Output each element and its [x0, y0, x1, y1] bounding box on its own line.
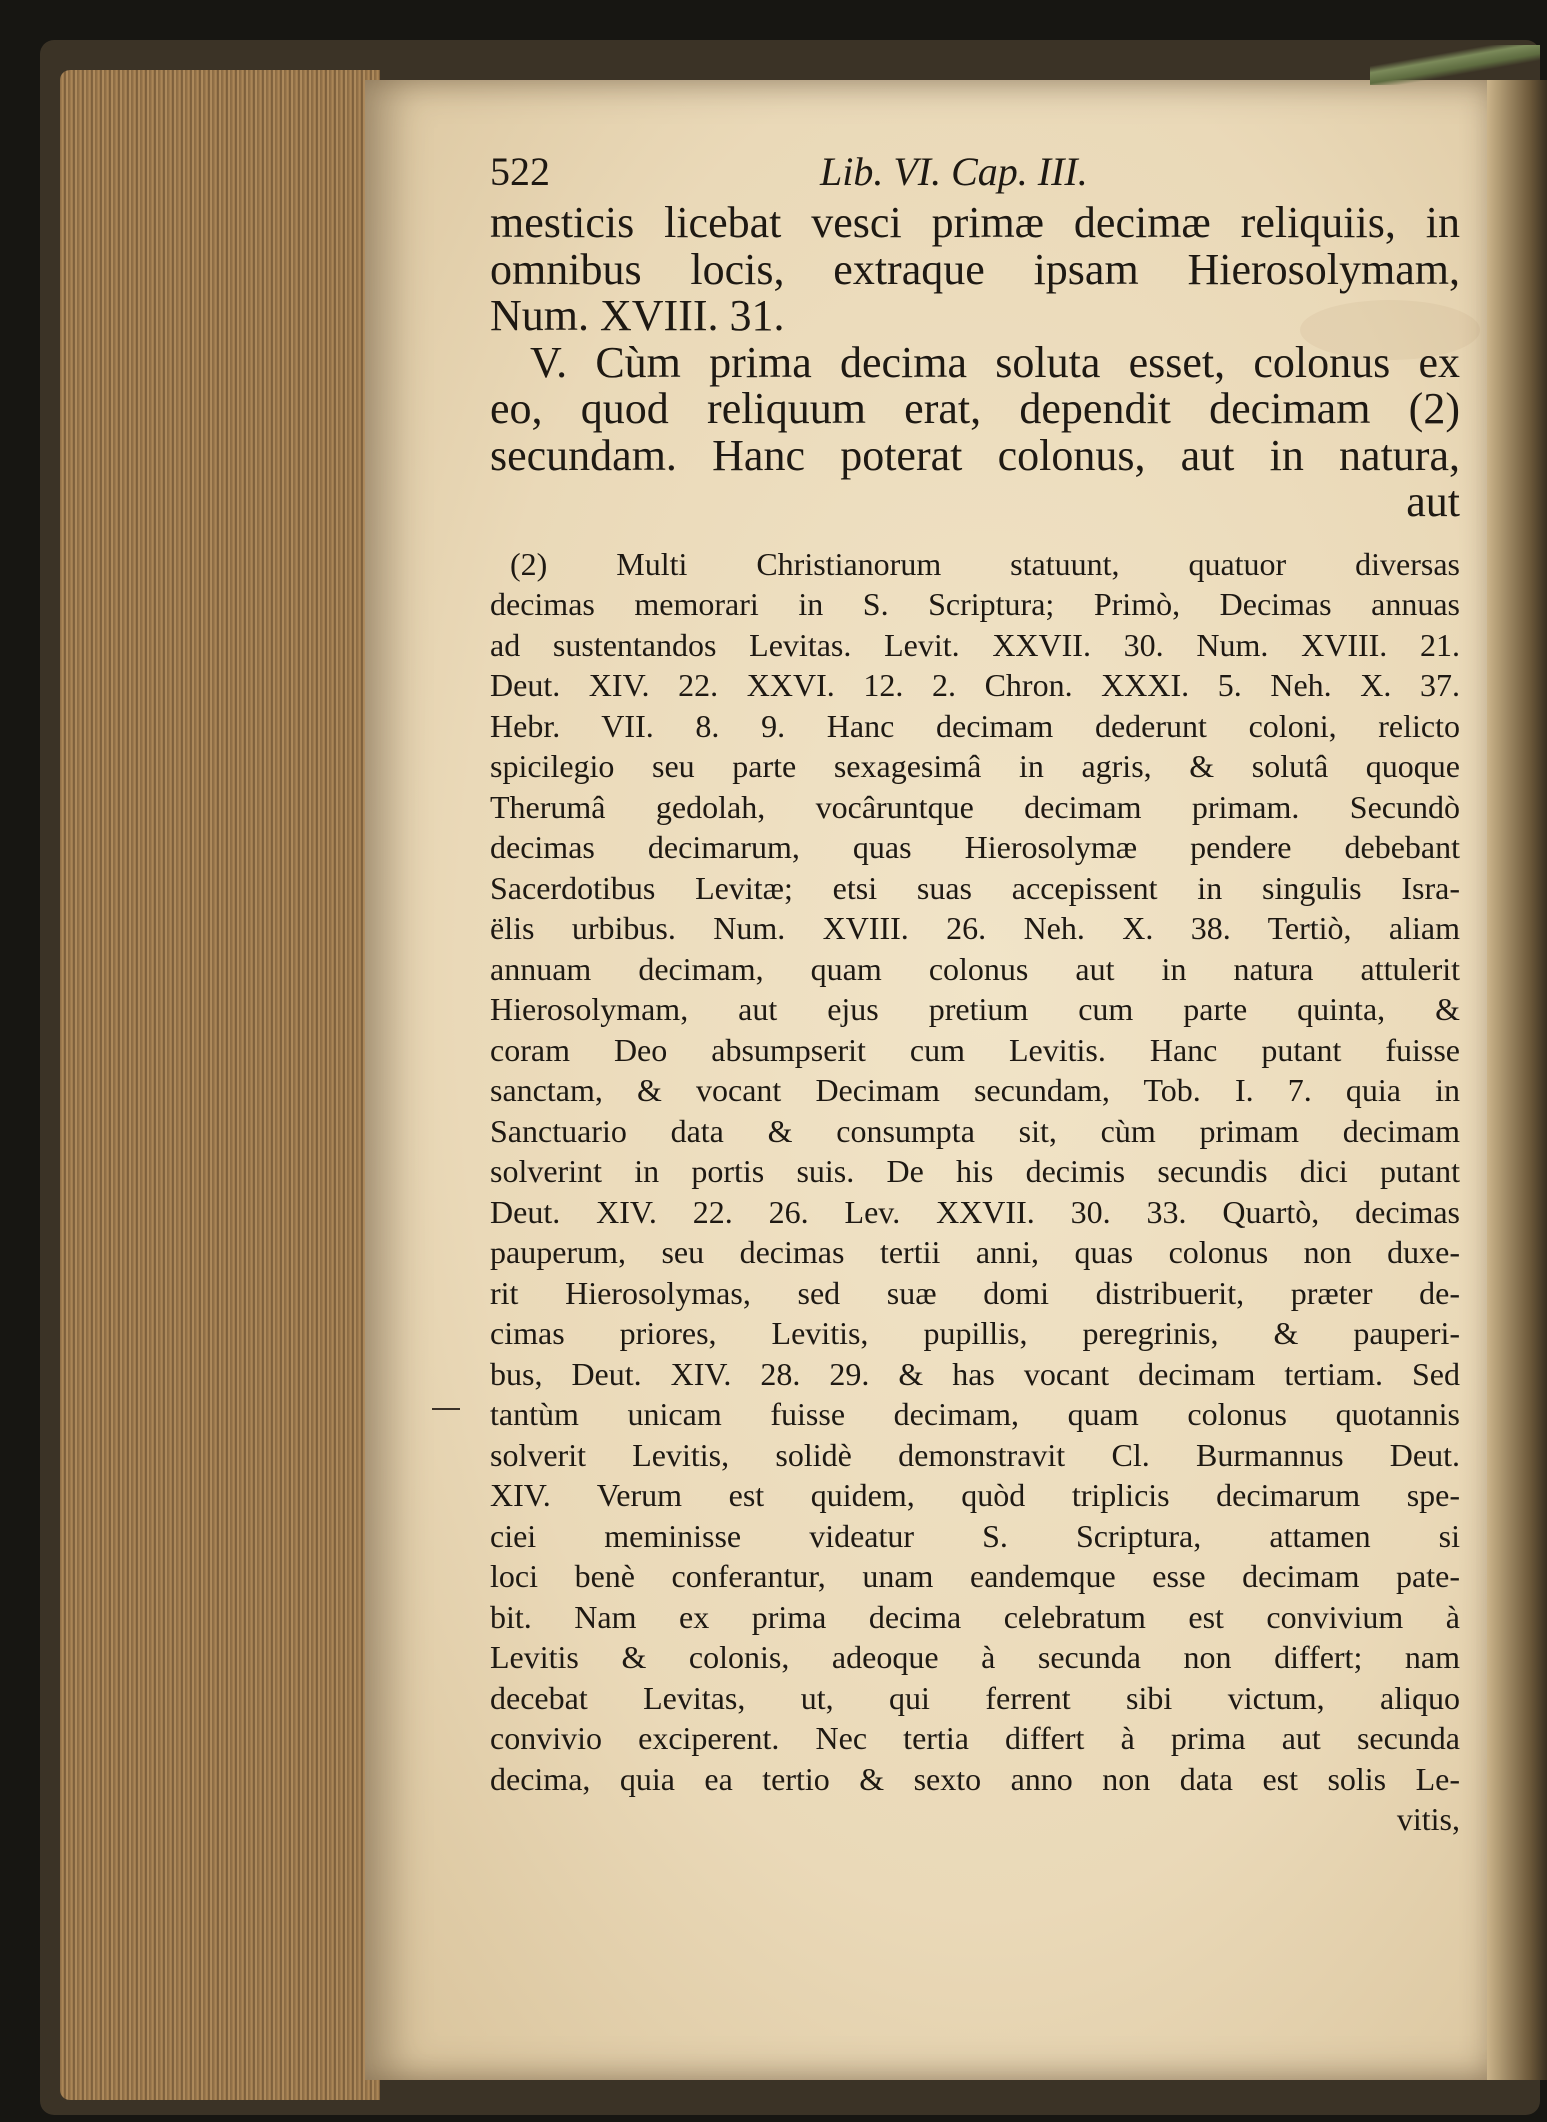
text-line: omnibus locis, extraque ipsam Hierosolymam,	[490, 244, 1460, 294]
footnote-line: Sanctuario data & consumpta sit, cùm primam decimam	[490, 1112, 1460, 1149]
footnote-line: tantùm unicam fuisse decimam, quam colonus quotannis	[490, 1396, 1460, 1432]
footnote-line: sanctam, & vocant Decimam secundam, Tob. I. 7. quia in	[490, 1072, 1460, 1108]
footnote-line: Sacerdotibus Levitæ; etsi suas accepissent in singulis Isra-	[490, 869, 1460, 906]
footnote-line: solverit Levitis, solidè demonstravit Cl. Burmannus Deut.	[490, 1436, 1460, 1473]
footnote-line: decimas memorari in S. Scriptura; Primò, Decimas annuas	[490, 586, 1460, 622]
catchword: vitis,	[1396, 1801, 1460, 1837]
page-gutter	[1487, 80, 1547, 2080]
footnote-line: decima, quia ea tertio & sexto anno non data est solis Le-	[490, 1760, 1460, 1797]
footnote-line: Deut. XIV. 22. 26. Lev. XXVII. 30. 33. Quartò, decimas	[490, 1193, 1460, 1230]
footnote-line: pauperum, seu decimas tertii anni, quas colonus non duxe-	[490, 1234, 1460, 1270]
bookmark-ribbon	[1370, 45, 1540, 85]
text-line: secundam. Hanc poterat colonus, aut in natura,	[490, 430, 1460, 480]
catchword: aut	[1406, 477, 1460, 526]
footnote	[490, 544, 1460, 1840]
footnote-line: XIV. Verum est quidem, quòd triplicis decimarum spe-	[490, 1477, 1460, 1513]
footnote-line: loci benè conferantur, unam eandemque esse decimam pate-	[490, 1558, 1460, 1594]
margin-mark	[432, 1408, 460, 1410]
footnote-line: ad sustentandos Levitas. Levit. XXVII. 30. Num. XVIII. 21.	[490, 626, 1460, 663]
footnote-line: bit. Nam ex prima decima celebratum est convivium à	[490, 1598, 1460, 1635]
footnote-line: decimas decimarum, quas Hierosolymæ pendere debebant	[490, 829, 1460, 865]
footnote-line: (2) Multi Christianorum statuunt, quatuor diversas	[510, 545, 1460, 582]
footnote-line: Hebr. VII. 8. 9. Hanc decimam dederunt coloni, relicto	[490, 707, 1460, 744]
footnote-line: ciei meminisse videatur S. Scriptura, attamen si	[490, 1517, 1460, 1554]
footnote-line: bus, Deut. XIV. 28. 29. & has vocant decimam tertiam. Sed	[490, 1355, 1460, 1392]
footnote-line: Therumâ gedolah, vocâruntque decimam primam. Secundò	[490, 788, 1460, 825]
text-line: V. Cùm prima decima soluta esset, colonus ex	[530, 337, 1460, 387]
footnote-line: Hierosolymam, aut ejus pretium cum parte quinta, &	[490, 991, 1460, 1027]
footnote-line: Levitis & colonis, adeoque à secunda non differt; nam	[490, 1639, 1460, 1675]
page-number: 522	[490, 149, 550, 194]
text-line: Num. XVIII. 31.	[490, 291, 785, 340]
footnote-line: spicilegio seu parte sexagesimâ in agris, & solutâ quoque	[490, 748, 1460, 784]
page-edges	[60, 70, 380, 2100]
running-title: Lib. VI. Cap. III.	[820, 149, 1088, 194]
text-line: mesticis licebat vesci primæ decimæ reliquiis, in	[490, 198, 1460, 247]
text-line: eo, quod reliquum erat, dependit decimam (2)	[490, 384, 1460, 433]
text-block	[490, 120, 1460, 1840]
footnote-line: rit Hierosolymas, sed suæ domi distribuerit, præter de-	[490, 1274, 1460, 1311]
main-text	[490, 200, 1460, 526]
running-head	[490, 120, 1460, 200]
footnote-line: ëlis urbibus. Num. XVIII. 26. Neh. X. 38. Tertiò, aliam	[490, 910, 1460, 946]
footnote-line: annuam decimam, quam colonus aut in natura attulerit	[490, 950, 1460, 987]
footnote-line: solverint in portis suis. De his decimis secundis dici putant	[490, 1153, 1460, 1189]
footnote-line: convivio exciperent. Nec tertia differt à prima aut secunda	[490, 1720, 1460, 1756]
footnote-line: cimas priores, Levitis, pupillis, peregrinis, & pauperi-	[490, 1315, 1460, 1351]
footnote-line: Deut. XIV. 22. XXVI. 12. 2. Chron. XXXI. 5. Neh. X. 37.	[490, 667, 1460, 703]
footnote-line: coram Deo absumpserit cum Levitis. Hanc putant fuisse	[490, 1031, 1460, 1068]
footnote-line: decebat Levitas, ut, qui ferrent sibi victum, aliquo	[490, 1679, 1460, 1716]
